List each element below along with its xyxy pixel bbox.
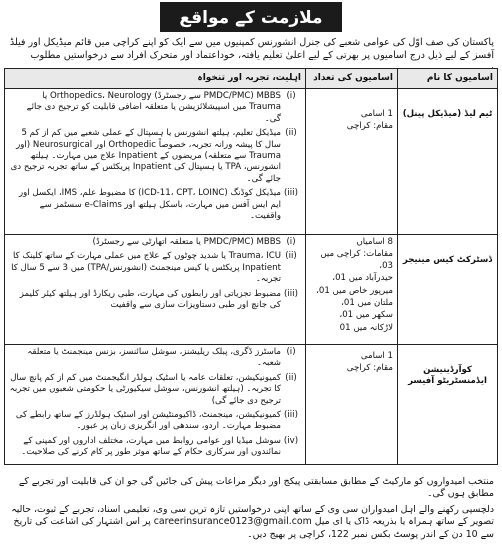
requirement-text: ماسٹرز ڈگری، پبلک ریلیشنز، سوشل سائنسز، بزنس مینجمنٹ یا متعلقہ شعبہ۔ [27,347,281,369]
requirements-cell [5,235,306,345]
requirement-item [9,436,301,459]
table-header-row [5,69,498,89]
requirement-number: (iii) [284,410,298,421]
vacancy-location-line: حیدرآباد میں 01، [332,273,393,284]
requirement-number: (iii) [284,188,298,199]
position-title: ٹیم لیڈ (میڈیکل پینل) [398,89,498,235]
requirement-item [9,251,301,285]
vacancy-count [306,235,398,345]
vacancy-count [306,345,398,465]
vacancy-location-line: لاڑکانہ میں 01 [339,322,393,333]
footer-compensation-note: منتخب امیدواروں کو مارکیٹ کے مطابق مسابقتی پیکج اور دیگر مراعات پیش کی جائیں گی جو ان کی قابلیت اور تجربے کے مطابق ہوں گی۔ [18,476,494,500]
requirements-cell [5,345,306,465]
requirement-text: کمیونیکیشن، مینجمنٹ، ڈاکیومنٹیشن اور اسٹیک ہولڈرز کے ساتھ رابطے کی مضبوط مہارت۔ اردو، سندھی اور انگریزی زبان پر عبور۔ [15,410,281,432]
requirement-text: MBBS (PMDC/PMC سے رجسٹرڈ) Orthopedics، Neurology یا Trauma میں اسپیشلائزیشن یا متعلقہ اضافی قابلیت کو ترجیح دی جائے گی۔ [26,91,281,124]
vacancy-count-line: 1 اسامی [360,109,393,119]
requirement-number: (ii) [285,372,297,383]
header-vacancy-count: اسامیوں کی تعداد [306,69,398,89]
intro-paragraph: پاکستان کی صف اوّل کی عوامی شعبے کی جنرل انشورنس کمپنیوں میں سے ایک کو اپنے کراچی میں قائم میڈیکل اور فیلڈ آفسز کے لیے ذیل درج اسامیوں پر بھرتی کے لیے اعلیٰ تعلیم یافتہ، خوداعتماد اور متحرک افراد سے درخواستیں مطلوب [9,37,494,61]
vacancy-count-line: 1 اسامی [360,351,393,361]
requirement-text: میڈیکل تعلیم، ہیلتھ انشورنس یا ہسپتال کے عملی شعبے میں کم از کم 5 سال کا پیشہ ورانہ تجربہ، خصوصاً Orthopedic اور Neurosurgical (اور Trauma سے متعلقہ) مریضوں کے Inpatient علاج میں مہارت۔ ہیلتھ انشورنس، TPA یا ہسپتال کی Inpatient پریکٹس کے ساتھ تجربہ ترجیح دی جائے گی۔ [10,128,281,184]
requirement-text: کمیونیکیشن، تعلقات عامہ یا اسٹیک ہولڈر انگیجمنٹ میں کم از کم پانچ سال کا تجربہ۔ (ہیلتھ انشورنس، سوشل سیکیورٹی یا حکومتی شعبوں میں تجربہ ترجیح دی جائے گی) [9,372,281,406]
requirement-number: (iii) [284,288,298,299]
vacancies-table [4,68,498,465]
requirement-item [9,188,301,222]
vacancy-location-line: مقامات: کراچی میں 03، [320,249,393,271]
vacancy-location-line: مقام: کراچی [346,121,393,132]
requirement-number: (i) [286,347,296,357]
table-row [5,345,498,465]
requirement-item [9,347,301,370]
page-title: ملازمت کے مواقع [160,2,342,32]
requirement-item [9,289,301,312]
requirement-item [9,373,301,407]
requirement-number: (ii) [285,251,297,262]
header-requirements: اہلیت، تجربہ اور تنخواہ [5,69,306,89]
requirement-text: سوشل میڈیا اور عوامی روابط میں مہارت، مختلف اداروں اور کمپنی کے نمائندوں اور سرکاری حکام کے ساتھ موثر طور پر کام کرنے کی صلاحیت۔ [21,435,281,458]
requirement-text: مضبوط تجزیاتی اور رابطوں کی مہارت، طبی ریکارڈ اور ہیلتھ کیئر کلیمز کی جانچ اور طبی دستاویزات سازی سے واقفیت [19,288,281,311]
table-row [5,89,498,235]
vacancy-location-line: سکھر میں 01، [339,310,393,321]
footer-notes [8,476,494,544]
requirement-number: (i) [286,91,296,101]
vacancy-location-line: مقام: کراچی [346,363,393,374]
header-position-title: اسامیوں کا نام [398,69,498,89]
requirement-number: (i) [286,237,296,247]
vacancy-count [306,89,398,235]
requirement-text: Trauma، ICU یا شدید چوٹوں کے علاج میں عملی مہارت کے ساتھ کلینک کا Inpatient پریکٹس یا کیس مینجمنٹ (انشورنس/TPA) میں 3 سے 5 سال کا تجربہ۔ [11,251,281,285]
requirements-cell [5,89,306,235]
requirement-text: MBBS (PMDC/PMC یا متعلقہ اتھارٹی سے رجسٹرڈ) [92,237,281,247]
requirement-item [9,128,301,185]
requirement-item [9,237,301,248]
requirement-number: (ii) [285,128,297,139]
requirement-item [9,91,301,125]
footer-application-instructions: دلچسپی رکھنے والے اہل امیدواران سی وی کے ساتھ اپنی درخواستیں تازہ ترین سی وی، تعلیمی اسناد، تجربے کے ثبوت، حالیہ تصویر کے ساتھ ہمراہ یا بذریعہ ڈاک یا ای میل careerinsurance0123@gmail.com پر اس اشتہار کی اشاعت کی تاریخ سے 10 دن کے اندر پوسٹ بکس نمبر 122، کراچی پر بھیج دیں۔ [11,503,494,540]
vacancy-location-line: ملتان میں 01، [341,298,393,309]
table-row [5,235,498,345]
requirement-text: میڈیکل کوڈنگ (ICD-11، CPT، LOINC) کا مضبوط علم، IMS، ایکسل اور ایم ایس آفس میں مہارت، باسکل ہیلتھ اور e-Claims سسٹمز سے واقفیت۔ [19,188,281,222]
requirement-item [9,410,301,433]
vacancy-location-line: میرپور خاص میں 01، [316,285,393,296]
position-title: ڈسٹرکٹ کیس مینیجر [398,235,498,345]
vacancy-count-line: 8 اسامیاں [356,237,393,247]
position-title: کوآرڈینیشن ایڈمنسٹریٹو آفیسر [398,345,498,465]
requirement-number: (iv) [283,435,299,446]
